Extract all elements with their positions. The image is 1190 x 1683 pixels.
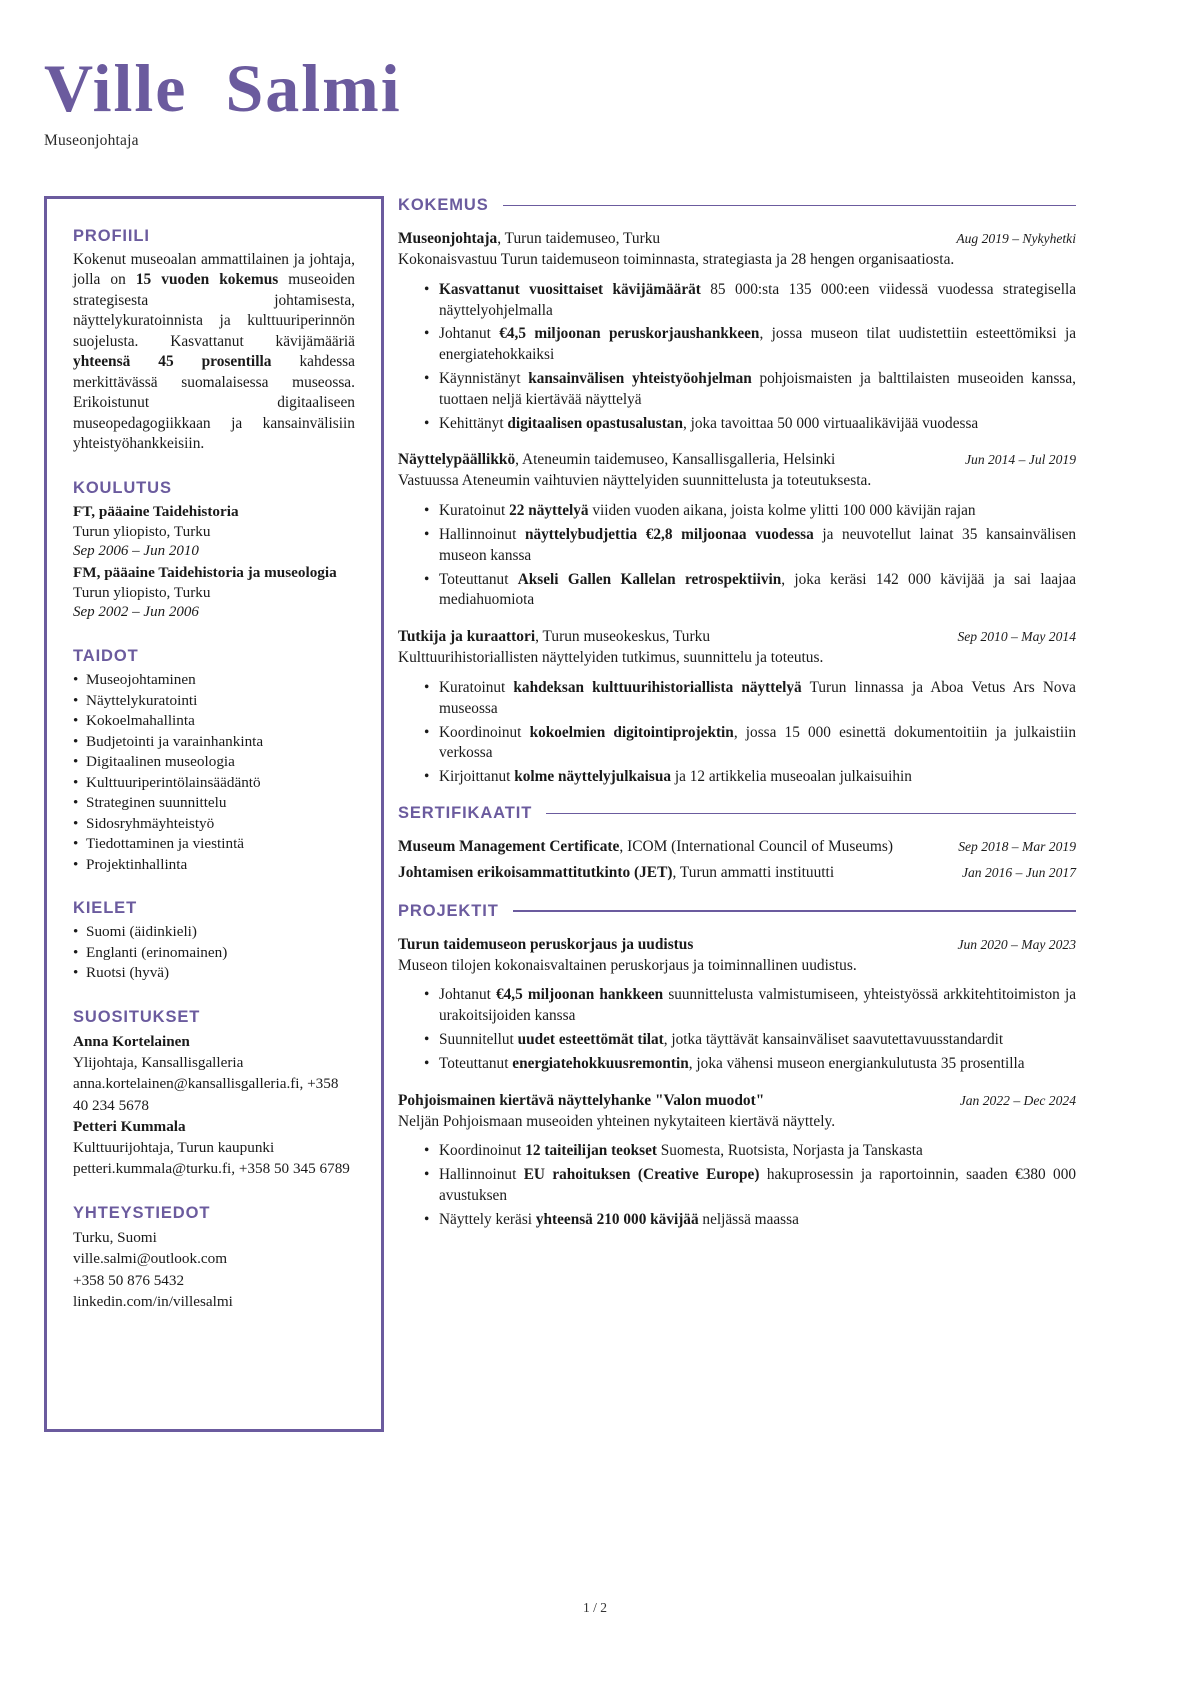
certificate-row <box>398 863 1076 884</box>
emphasis-text: kokoelmien digitointiprojektin <box>529 723 734 741</box>
section-title-projects: PROJEKTIT <box>398 901 499 920</box>
entry-bullets <box>398 501 1076 611</box>
entry-bullet: • Toteuttanut energiatehokkuusremontin, joka vähensi museon energiankulutusta 35 prosentilla <box>424 1054 1076 1075</box>
entry-bullet: • Johtanut €4,5 miljoonan peruskorjaushankkeen, jossa museon tilat uudistettiin esteettömiksi ja energiatehokkaiksi <box>424 324 1076 366</box>
list-item: • Strateginen suunnittelu <box>73 793 355 814</box>
emphasis-text: yhteensä 210 000 kävijää <box>535 1210 699 1228</box>
page-footer <box>0 1600 1190 1616</box>
emphasis-text: Kasvattanut vuosittaiset kävijämäärät <box>439 280 701 298</box>
emphasis-text: uudet esteettömät tilat <box>517 1030 664 1048</box>
entry-bullets <box>398 1141 1076 1230</box>
emphasis-text: digitaalisen opastusalustan <box>507 414 683 432</box>
sidebar-section-languages <box>73 899 355 984</box>
contact-list <box>73 1227 355 1313</box>
sidebar-heading-contact: YHTEYSTIEDOT <box>73 1203 211 1222</box>
education-date: Sep 2006 – Jun 2010 <box>73 542 199 559</box>
list-item: • Kulttuuriperintölainsäädäntö <box>73 773 355 794</box>
section-header-projects <box>398 902 1076 921</box>
entry-bullets <box>398 985 1076 1074</box>
sidebar-heading-references: SUOSITUKSET <box>73 1007 201 1026</box>
section-header-certificates <box>398 804 1076 823</box>
certificates-list <box>398 837 1076 884</box>
list-item: • Budjetointi ja varainhankinta <box>73 732 355 753</box>
entry-bullets <box>398 280 1076 435</box>
contact-line: +358 50 876 5432 <box>73 1271 185 1289</box>
contact-line: linkedin.com/in/villesalmi <box>73 1293 233 1311</box>
entry-bullet: • Johtanut €4,5 miljoonan hankkeen suunnittelusta valmistumiseen, yhteistyössä arkkitehtitoimiston ja urakoitsijoiden kanssa <box>424 985 1076 1027</box>
entry-title: Museonjohtaja, Turun taidemuseo, Turku <box>398 230 661 247</box>
emphasis-text: kahdeksan kulttuurihistoriallista näyttelyä <box>513 679 802 696</box>
section-experience <box>398 196 1076 788</box>
entry-bullet: • Kehittänyt digitaalisen opastusalustan, joka tavoittaa 50 000 virtuaalikävijää vuodessa <box>424 414 1076 435</box>
certificate-date: Jan 2016 – Jun 2017 <box>961 864 1076 880</box>
entry-summary: Museon tilojen kokonaisvaltainen peruskorjaus ja toiminnallinen uudistus. <box>398 956 857 974</box>
entry-title <box>398 1091 764 1111</box>
section-rule <box>513 910 1076 912</box>
section-title-certificates: SERTIFIKAATIT <box>398 803 533 822</box>
certificate-title: Museum Management Certificate, ICOM (International Council of Museums) <box>398 837 893 855</box>
resume-entry <box>398 229 1076 434</box>
reference-role: Ylijohtaja, Kansallisgalleria <box>73 1054 244 1072</box>
entry-bullet: • Käynnistänyt kansainvälisen yhteistyöohjelman pohjoismaisten ja balttilaisten museoiden kanssa, tuottaen neljä kiertävää näyttelyä <box>424 369 1076 411</box>
emphasis-text: 22 näyttelyä <box>509 502 589 520</box>
education-date: Sep 2002 – Jun 2006 <box>73 604 199 621</box>
entry-role: Tutkija ja kuraattori <box>398 628 536 646</box>
entry-bullet: • Kuratoinut kahdeksan kulttuurihistoriallista näyttelyä Turun linnassa ja Aboa Vetus Ars Nova museossa <box>424 678 1076 720</box>
entry-title: Näyttelypäällikkö, Ateneumin taidemuseo, Kansallisgalleria, Helsinki <box>398 451 836 469</box>
education-school: Turun yliopisto, Turku <box>73 522 211 540</box>
reference-name: Anna Kortelainen <box>73 1032 190 1050</box>
sidebar-section-skills <box>73 647 355 875</box>
entry-header <box>398 627 1076 647</box>
references-list <box>73 1031 355 1180</box>
entry-bullet: • Kasvattanut vuosittaiset kävijämäärät 85 000:sta 135 000:een viidessä vuodessa strategisella näyttelyohjelmalla <box>424 280 1076 322</box>
list-item: • Ruotsi (hyvä) <box>73 963 355 984</box>
sidebar-heading-skills: TAIDOT <box>73 647 139 666</box>
contact-line: ville.salmi@outlook.com <box>73 1250 228 1268</box>
resume-header <box>44 50 1144 150</box>
sidebar-section-references <box>73 1008 355 1180</box>
reference-contact: anna.kortelainen@kansallisgalleria.fi, +358 40 234 5678 <box>73 1075 339 1114</box>
entry-date: Aug 2019 – Nykyhetki <box>956 231 1076 246</box>
emphasis-text: energiatehokkuusremontin <box>512 1054 689 1072</box>
page-indicator: 1 / 2 <box>582 1600 607 1615</box>
entry-role: Museonjohtaja <box>398 230 498 247</box>
entry-header <box>398 935 1076 955</box>
header-job-title: Museonjohtaja <box>44 132 139 149</box>
entry-bullet: • Hallinnoinut näyttelybudjettia €2,8 miljoonaa vuodessa ja neuvotellut lainat 35 kansainvälisen museon kanssa <box>424 525 1076 567</box>
entry-role: Pohjoismainen kiertävä näyttelyhanke "Valon muodot" <box>398 1091 765 1109</box>
reference-name: Petteri Kummala <box>73 1117 186 1135</box>
sidebar-section-contact <box>73 1204 355 1313</box>
emphasis-text: näyttelybudjettia €2,8 miljoonaa vuodessa <box>524 526 814 543</box>
list-item: • Englanti (erinomainen) <box>73 943 355 964</box>
entry-role: Näyttelypäällikkö <box>398 451 516 469</box>
resume-entry <box>398 935 1076 1075</box>
emphasis-text: yhteensä 45 prosentilla <box>73 353 272 371</box>
section-rule <box>503 205 1076 207</box>
entry-bullet: • Suunnitellut uudet esteettömät tilat, jotka täyttävät kansainväliset saavutettavuusstandardit <box>424 1030 1076 1051</box>
section-title-experience: KOKEMUS <box>398 196 489 214</box>
page-title: Ville Salmi <box>44 50 402 126</box>
education-degree: FM, pääaine Taidehistoria ja museologia <box>73 564 337 582</box>
reference-contact: petteri.kummala@turku.fi, +358 50 345 6789 <box>73 1160 350 1178</box>
resume-entry <box>398 627 1076 788</box>
emphasis-text: 12 taiteilijan teokset <box>525 1142 657 1160</box>
emphasis-text: kansainvälisen yhteistyöohjelman <box>528 370 752 387</box>
list-item: • Museojohtaminen <box>73 670 355 691</box>
entry-bullet: • Kirjoittanut kolme näyttelyjulkaisua ja 12 artikkelia museoalan julkaisuihin <box>424 767 1076 788</box>
entry-bullet: • Koordinoinut kokoelmien digitointiprojektin, jossa 15 000 esinettä dokumentoitiin ja julkaistiin verkossa <box>424 723 1076 765</box>
sidebar-heading-education: KOULUTUS <box>73 478 172 497</box>
education-list <box>73 502 355 623</box>
emphasis-text: Akseli Gallen Kallelan retrospektiivin <box>517 570 782 588</box>
entry-header <box>398 450 1076 470</box>
entry-title <box>398 935 693 955</box>
list-item: • Tiedottaminen ja viestintä <box>73 834 355 855</box>
entry-summary: Neljän Pohjoismaan museoiden yhteinen nykytaiteen kiertävä näyttely. <box>398 1112 836 1130</box>
experience-entries <box>398 229 1076 788</box>
list-item: • Kokoelmahallinta <box>73 711 355 732</box>
entry-date: Sep 2010 – May 2014 <box>957 629 1076 645</box>
entry-date: Jun 2014 – Jul 2019 <box>964 452 1076 468</box>
emphasis-text: €4,5 miljoonan peruskorjaushankkeen <box>499 325 760 343</box>
section-header-experience <box>398 196 1076 215</box>
certificate-title: Johtamisen erikoisammattitutkinto (JET), Turun ammatti instituutti <box>398 863 835 881</box>
section-projects <box>398 902 1076 1231</box>
list-item: • Digitaalinen museologia <box>73 752 355 773</box>
entry-bullet: • Näyttely keräsi yhteensä 210 000 kävijää neljässä maassa <box>424 1210 1076 1231</box>
resume-entry <box>398 1091 1076 1231</box>
profile-text: Kokenut museoalan ammattilainen ja johtaja, jolla on 15 vuoden kokemus museoiden strategisesta johtamisesta, näyttelykuratoinnista ja kulttuuriperinnön suojelusta. Kasvattanut kävijämääriä yhteensä 45 prosentilla kahdessa merkittävässä suomalaisessa museossa. Erikoistunut digitaaliseen museopedagogiikkaan ja kansainvälisiin yhteistyöhankkeisiin. <box>73 251 355 453</box>
emphasis-text: kolme näyttelyjulkaisua <box>514 768 672 786</box>
entry-date: Jun 2020 – May 2023 <box>957 936 1076 952</box>
reference-role: Kulttuurijohtaja, Turun kaupunki <box>73 1139 275 1157</box>
sidebar-heading-profile: PROFIILI <box>73 227 150 245</box>
entry-summary: Vastuussa Ateneumin vaihtuvien näyttelyiden suunnittelusta ja toteutuksesta. <box>398 472 872 490</box>
sidebar-section-profile <box>73 227 355 455</box>
sidebar-heading-languages: KIELET <box>73 899 138 918</box>
certificate-name: Johtamisen erikoisammattitutkinto (JET) <box>398 863 673 881</box>
reference-item <box>73 1116 355 1180</box>
education-item <box>73 563 355 623</box>
emphasis-text: EU rahoituksen (Creative Europe) <box>523 1166 760 1184</box>
main-column <box>398 196 1076 1247</box>
entry-summary: Kulttuurihistoriallisten näyttelyiden tutkimus, suunnittelu ja toteutus. <box>398 649 824 667</box>
list-item: • Projektinhallinta <box>73 855 355 876</box>
entry-bullet: • Kuratoinut 22 näyttelyä viiden vuoden aikana, joista kolme ylitti 100 000 kävijän rajan <box>424 501 1076 522</box>
entry-header <box>398 1091 1076 1111</box>
certificate-row <box>398 837 1076 858</box>
entry-bullets <box>398 678 1076 788</box>
languages-list <box>73 922 355 984</box>
emphasis-text: €4,5 miljoonan hankkeen <box>496 986 664 1004</box>
entry-role: Turun taidemuseon peruskorjaus ja uudistus <box>398 935 694 953</box>
entry-bullet: • Hallinnoinut EU rahoituksen (Creative Europe) hakuprosessin ja raportoinnin, saaden €380 000 avustuksen <box>424 1165 1076 1207</box>
section-rule <box>546 813 1076 815</box>
entry-summary: Kokonaisvastuu Turun taidemuseon toiminnasta, strategiasta ja 28 hengen organisaatiosta. <box>398 251 955 269</box>
education-school: Turun yliopisto, Turku <box>73 584 211 602</box>
certificate-date: Sep 2018 – Mar 2019 <box>958 838 1076 854</box>
skills-list <box>73 670 355 875</box>
list-item: • Suomi (äidinkieli) <box>73 922 355 943</box>
education-item <box>73 502 355 562</box>
entry-date: Jan 2022 – Dec 2024 <box>959 1092 1076 1108</box>
sidebar-section-education <box>73 479 355 623</box>
emphasis-text: 15 vuoden kokemus <box>135 271 279 289</box>
entry-bullet: • Toteuttanut Akseli Gallen Kallelan retrospektiivin, joka keräsi 142 000 kävijää ja sai laajaa mediahuomiota <box>424 570 1076 612</box>
education-degree: FT, pääaine Taidehistoria <box>73 502 239 520</box>
list-item: • Sidosryhmäyhteistyö <box>73 814 355 835</box>
section-certificates <box>398 804 1076 884</box>
projects-entries <box>398 935 1076 1231</box>
resume-entry <box>398 450 1076 611</box>
sidebar <box>44 196 384 1432</box>
entry-bullet: • Koordinoinut 12 taiteilijan teokset Suomesta, Ruotsista, Norjasta ja Tanskasta <box>424 1141 1076 1162</box>
contact-line: Turku, Suomi <box>73 1228 157 1246</box>
list-item: • Näyttelykuratointi <box>73 691 355 712</box>
reference-item <box>73 1031 355 1116</box>
entry-title: Tutkija ja kuraattori, Turun museokeskus, Turku <box>398 628 711 646</box>
certificate-name: Museum Management Certificate <box>398 837 620 855</box>
entry-header <box>398 229 1076 249</box>
